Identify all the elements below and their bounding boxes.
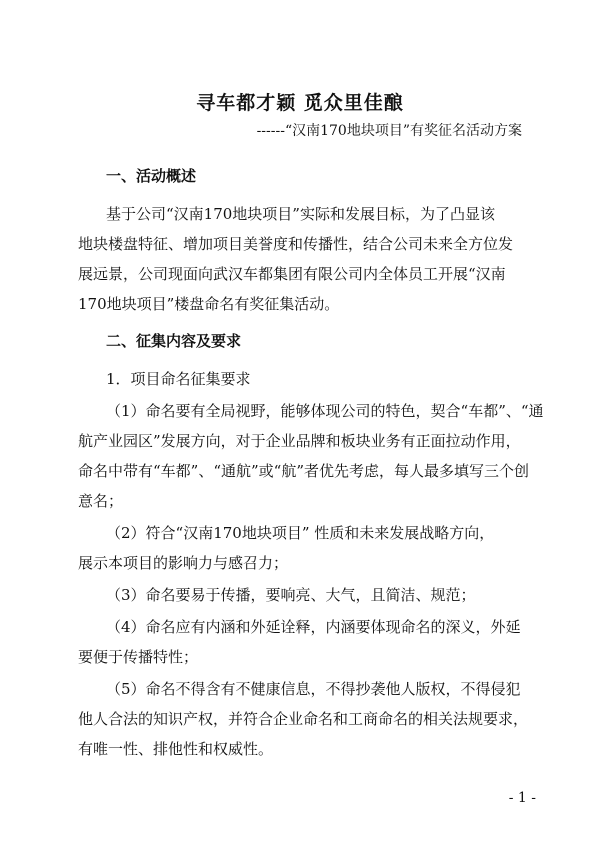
section-heading-overview: 一、活动概述 <box>106 167 197 185</box>
paragraph-line: （3）命名要易于传播，要响亮、大气，且简洁、规范； <box>106 586 476 604</box>
paragraph-line: 展远景，公司现面向武汉车都集团有限公司内全体员工开展“汉南 <box>78 265 506 283</box>
paragraph-line: 有唯一性、排他性和权威性。 <box>78 740 274 758</box>
paragraph-line: （5）命名不得含有不健康信息，不得抄袭他人版权，不得侵犯 <box>106 680 521 698</box>
paragraph-line: 170地块项目”楼盘命名有奖征集活动。 <box>78 295 340 313</box>
section-heading-requirements: 二、征集内容及要求 <box>106 332 242 350</box>
paragraph-line: 他人合法的知识产权，并符合企业命名和工商命名的相关法规要求， <box>78 710 529 728</box>
paragraph-line: 地块楼盘特征、增加项目美誉度和传播性，结合公司未来全方位发 <box>78 235 514 253</box>
page-number: - 1 - <box>508 790 536 806</box>
paragraph-line: 基于公司“汉南170地块项目”实际和发展目标，为了凸显该 <box>106 205 495 223</box>
document-subtitle: ------“汉南170地块项目”有奖征名活动方案 <box>256 123 522 139</box>
paragraph-line: （2）符合“汉南170地块项目” 性质和未来发展战略方向， <box>106 524 495 542</box>
paragraph-line: 要便于传播特性； <box>78 648 199 666</box>
paragraph-line: 意名； <box>78 492 124 510</box>
paragraph-line: 展示本项目的影响力与感召力； <box>78 554 289 572</box>
paragraph-line: 命名中带有“车都”、“通航”或“航”者优先考虑，每人最多填写三个创 <box>78 462 530 480</box>
paragraph-line: （1）命名要有全局视野，能够体现公司的特色，契合“车都”、“通 <box>106 402 544 420</box>
paragraph-line: 航产业园区”发展方向，对于企业品牌和板块业务有正面拉动作用， <box>78 432 521 450</box>
paragraph-line: （4）命名应有内涵和外延诠释，内涵要体现命名的深义，外延 <box>106 618 521 636</box>
document-title: 寻车都才颖 觅众里佳酿 <box>196 92 404 114</box>
subsection-heading: 1．项目命名征集要求 <box>106 370 251 388</box>
